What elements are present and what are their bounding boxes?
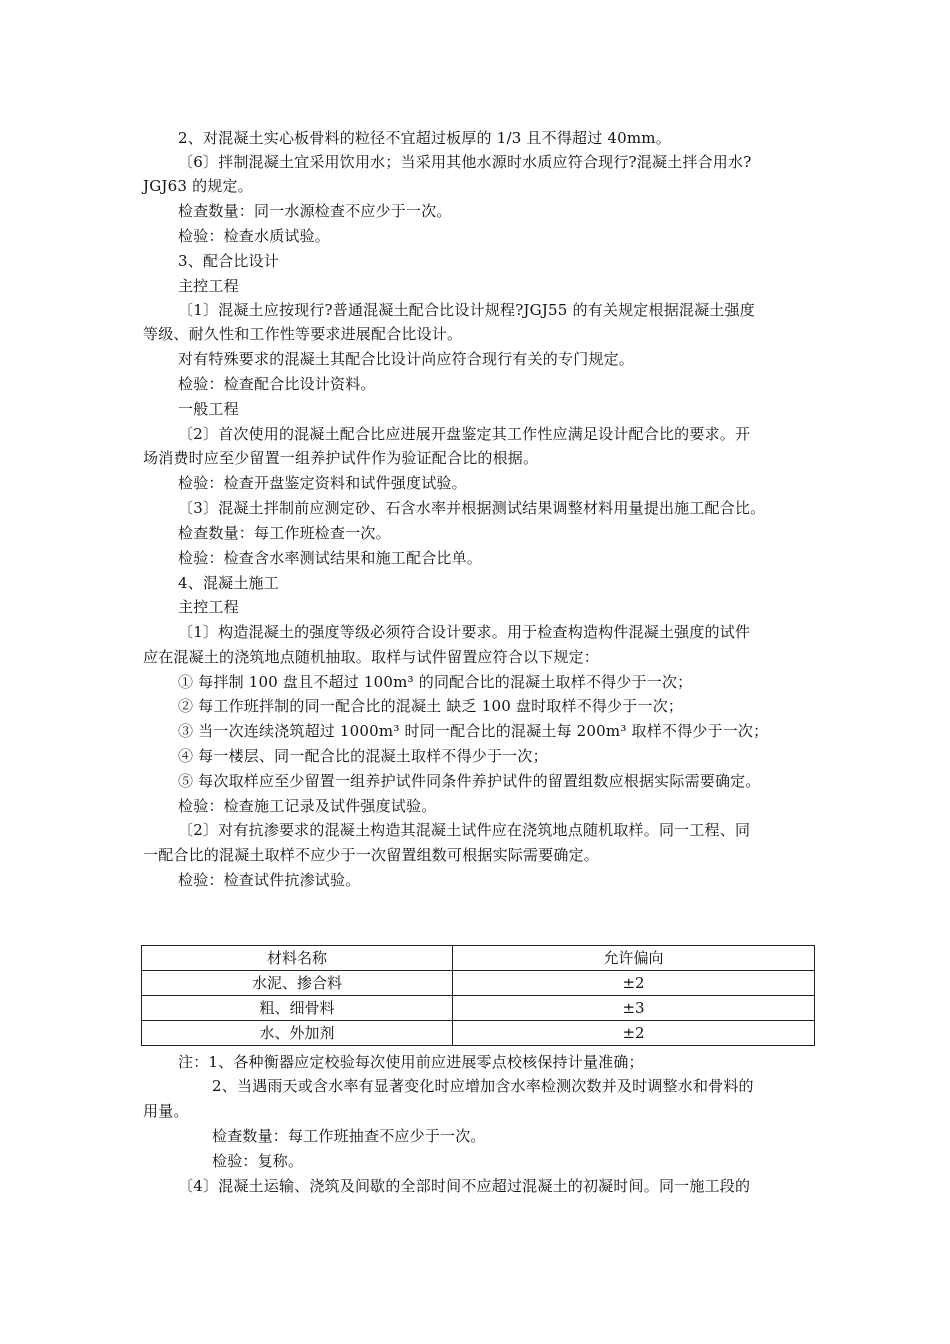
list-item: ① 每拌制 100 盘且不超过 100m³ 的同配合比的混凝土取样不得少于一次； [178,673,693,691]
table-cell: 粗、细骨料 [142,996,453,1021]
text-line: 检查数量：每工作班检查一次。 [178,524,391,542]
text-line: 检验：复称。 [212,1152,304,1170]
text-line: 〔2〕首次使用的混凝土配合比应进展开盘鉴定其工作性应满足设计配合比的要求。开 [178,425,751,443]
table-cell: 水泥、掺合料 [142,971,453,996]
text-line: 〔3〕混凝土拌制前应测定砂、石含水率并根据测试结果调整材料用量提出施工配合比。 [178,499,766,517]
text-line: 等级、耐久性和工作性等要求进展配合比设计。 [143,325,463,343]
text-line: 2、对混凝土实心板骨料的粒径不宜超过板厚的 1/3 且不得超过 40mm。 [178,129,671,147]
note-line: 2、当遇雨天或含水率有显著变化时应增加含水率检测次数并及时调整水和骨料的 [212,1077,754,1095]
text-line: 检验：检查配合比设计资料。 [178,375,376,393]
table-cell: ±2 [453,971,815,996]
text-line: JGJ63 的规定。 [143,177,253,195]
table-header-cell: 允许偏向 [453,946,815,971]
list-item: ④ 每一楼层、同一配合比的混凝土取样不得少于一次； [178,747,548,765]
text-line: 检验：检查开盘鉴定资料和试件强度试验。 [178,474,467,492]
text-line: 检查数量：同一水源检查不应少于一次。 [178,202,452,220]
section-heading: 4、混凝土施工 [178,574,279,592]
text-line: 〔1〕混凝土应按现行?普通混凝土配合比设计规程?JGJ55 的有关规定根据混凝土强度 [178,301,755,319]
text-line: 应在混凝土的浇筑地点随机抽取。取样与试件留置应符合以下规定： [143,648,600,666]
text-line: 〔4〕混凝土运输、浇筑及间歇的全部时间不应超过混凝土的初凝时间。同一施工段的 [178,1177,751,1195]
text-line: 〔2〕对有抗渗要求的混凝土构造其混凝土试件应在浇筑地点随机取样。同一工程、同 [178,821,751,839]
subsection-heading: 主控工程 [178,277,239,295]
table-row [142,996,815,1021]
subsection-heading: 一般工程 [178,400,239,418]
text-line: 对有特殊要求的混凝土其配合比设计尚应符合现行有关的专门规定。 [178,350,635,368]
table-header-row [142,946,815,971]
text-line: 检验：检查含水率测试结果和施工配合比单。 [178,549,483,567]
list-item: ② 每工作班拌制的同一配合比的混凝土 缺乏 100 盘时取样不得少于一次； [178,697,684,715]
text-line: 〔1〕构造混凝土的强度等级必须符合设计要求。用于检查构造构件混凝土强度的试件 [178,623,751,641]
text-line: 〔6〕拌制混凝土宜采用饮用水；当采用其他水源时水质应符合现行?混凝土拌合用水? [178,153,752,171]
table-row [142,1021,815,1046]
text-line: 一配合比的混凝土取样不应少于一次留置组数可根据实际需要确定。 [143,846,600,864]
text-line: 检验：检查试件抗渗试验。 [178,871,361,889]
table-row [142,971,815,996]
note-line: 用量。 [143,1102,189,1120]
table-cell: ±3 [453,996,815,1021]
list-item: ⑤ 每次取样应至少留置一组养护试件同条件养护试件的留置组数应根据实际需要确定。 [178,772,761,790]
text-line: 检验：检查水质试验。 [178,227,331,245]
table-cell: 水、外加剂 [142,1021,453,1046]
subsection-heading: 主控工程 [178,598,239,616]
text-line: 检查数量：每工作班抽查不应少于一次。 [212,1127,486,1145]
text-line: 场消费时应至少留置一组养护试件作为验证配合比的根据。 [143,449,539,467]
list-item: ③ 当一次连续浇筑超过 1000m³ 时同一配合比的混凝土每 200m³ 取样不得少于一次； [178,722,769,740]
note-line: 注：1、各种衡器应定校验每次使用前应进展零点校核保持计量准确； [178,1053,644,1071]
table-cell: ±2 [453,1021,815,1046]
table-header-cell: 材料名称 [142,946,453,971]
text-line: 检验：检查施工记录及试件强度试验。 [178,797,437,815]
section-heading: 3、配合比设计 [178,252,279,270]
tolerance-table [141,945,815,1046]
